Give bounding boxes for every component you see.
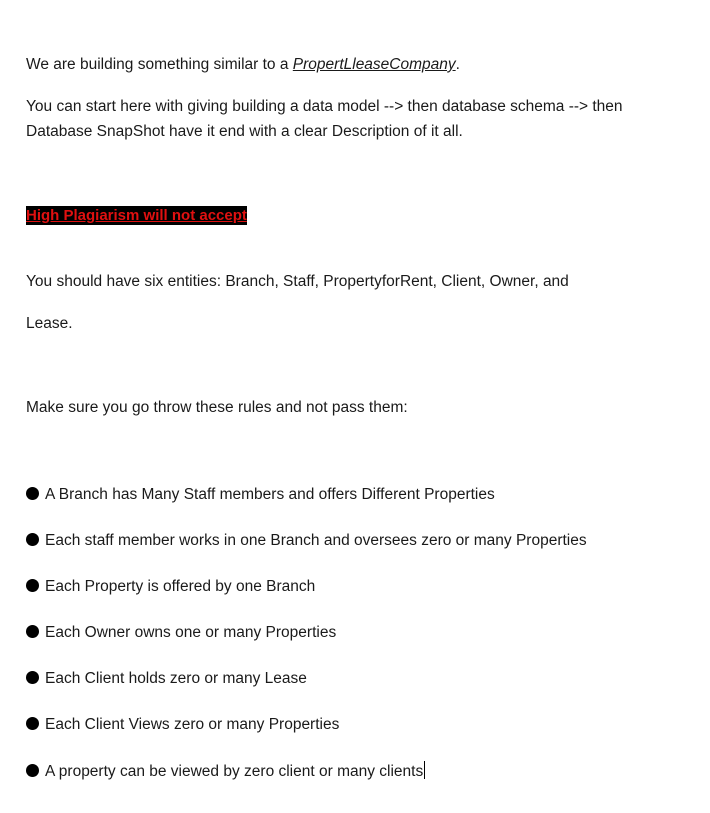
rule-text: A Branch has Many Staff members and offers Different Properties — [45, 486, 495, 503]
intro-suffix: . — [455, 56, 460, 73]
rule-item — [26, 531, 587, 551]
rule-text: Each Client holds zero or many Lease — [45, 670, 307, 687]
bullet-icon — [26, 579, 39, 592]
warning-highlight: High Plagiarism will not accept — [26, 207, 247, 224]
bullet-icon — [26, 487, 39, 500]
bullet-icon — [26, 533, 39, 546]
rule-text: Each Client Views zero or many Properties — [45, 716, 340, 733]
entities-line-2: Lease. — [26, 315, 73, 332]
rule-text: A property can be viewed by zero client or many clients — [45, 763, 424, 780]
company-link[interactable]: PropertLleaseCompany — [292, 56, 456, 73]
rule-item — [26, 485, 495, 505]
text-cursor — [424, 761, 425, 779]
plagiarism-warning — [26, 206, 247, 226]
intro-line — [26, 55, 460, 75]
paragraph-line-2: Database SnapShot have it end with a clear Description of it all. — [26, 123, 463, 140]
bullet-icon — [26, 717, 39, 730]
bullet-icon — [26, 764, 39, 777]
entities-line-1: You should have six entities: Branch, Staff, PropertyforRent, Client, Owner, and — [26, 273, 569, 290]
rule-item — [26, 577, 315, 597]
rule-item — [26, 715, 339, 735]
rule-text: Each Property is offered by one Branch — [45, 578, 316, 595]
rule-text: Each Owner owns one or many Properties — [45, 624, 337, 641]
rule-text: Each staff member works in one Branch and oversees zero or many Properties — [45, 532, 587, 549]
intro-prefix: We are building something similar to a — [26, 56, 293, 73]
paragraph-line-1: You can start here with giving building a data model --> then database schema --> then — [26, 98, 623, 115]
bullet-icon — [26, 671, 39, 684]
bullet-icon — [26, 625, 39, 638]
rule-item — [26, 669, 307, 689]
rule-item — [26, 623, 336, 643]
rule-item — [26, 761, 425, 782]
rules-intro: Make sure you go throw these rules and not pass them: — [26, 399, 408, 416]
